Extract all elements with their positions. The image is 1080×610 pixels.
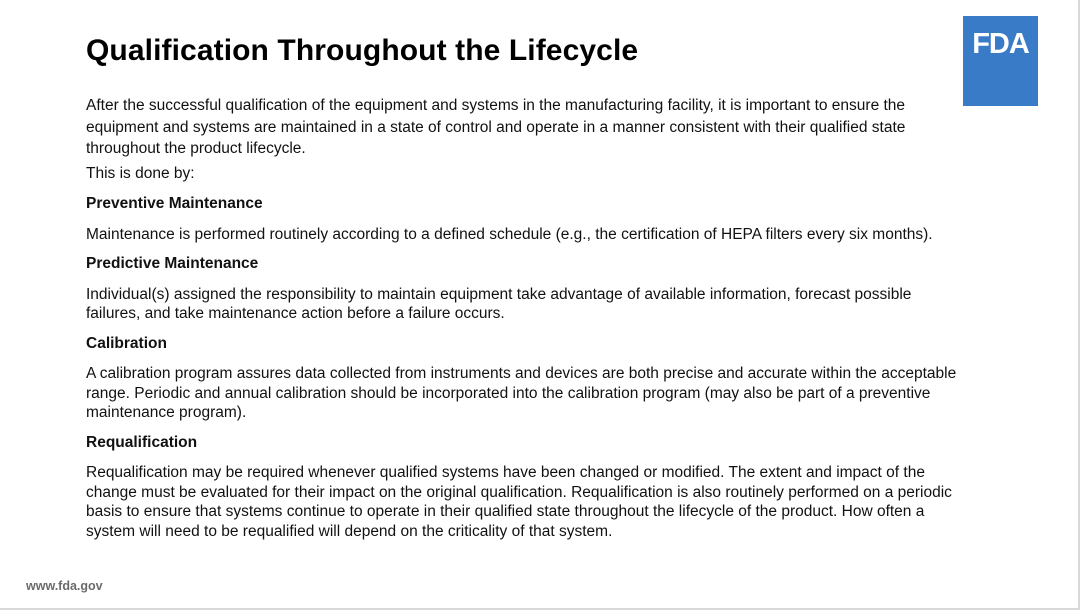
lead-in-text: This is done by: (86, 164, 195, 182)
section-heading: Predictive Maintenance (86, 255, 259, 272)
section-requalification (86, 433, 966, 542)
slide-title: Qualification Throughout the Lifecycle (86, 34, 639, 67)
intro-paragraph: After the successful qualification of the equipment and systems in the manufacturing facility, it is important to ensure the equipment and systems are maintained in a state of control and operate in a manner consistent with their qualified state throughout the product lifecycle. (86, 97, 906, 157)
section-heading: Preventive Maintenance (86, 195, 263, 212)
fda-logo-text: FDA (972, 28, 1029, 60)
section-text: Maintenance is performed routinely according to a defined schedule (e.g., the certification of HEPA filters every six months). (86, 225, 933, 243)
section-calibration (86, 334, 966, 423)
section-heading: Requalification (86, 433, 198, 451)
section-heading: Calibration (86, 334, 167, 352)
section-text: A calibration program assures data collected from instruments and devices are both precise and accurate within the acceptable range. Periodic and annual calibration should be incorporated into the calibration program (may also be part of a preventive maintenance program). (86, 365, 957, 421)
fda-logo (963, 16, 1038, 106)
section-text: Requalification may be required whenever qualified systems have been changed or modified. The extent and impact of the change must be evaluated for their impact on the original qualification. Requalification is also routinely performed on a periodic basis to ensure that systems continue to operate in their qualified state throughout the lifecycle of the product. How often a system will need to be requalified will depend on the criticality of that system. (86, 464, 952, 540)
slide-body (86, 95, 966, 541)
section-predictive-maintenance (86, 254, 966, 324)
section-text: Individual(s) assigned the responsibility to maintain equipment take advantage of available information, forecast possible failures, and take maintenance action before a failure occurs. (86, 285, 912, 322)
section-preventive-maintenance (86, 194, 966, 244)
footer-url: www.fda.gov (26, 579, 103, 593)
